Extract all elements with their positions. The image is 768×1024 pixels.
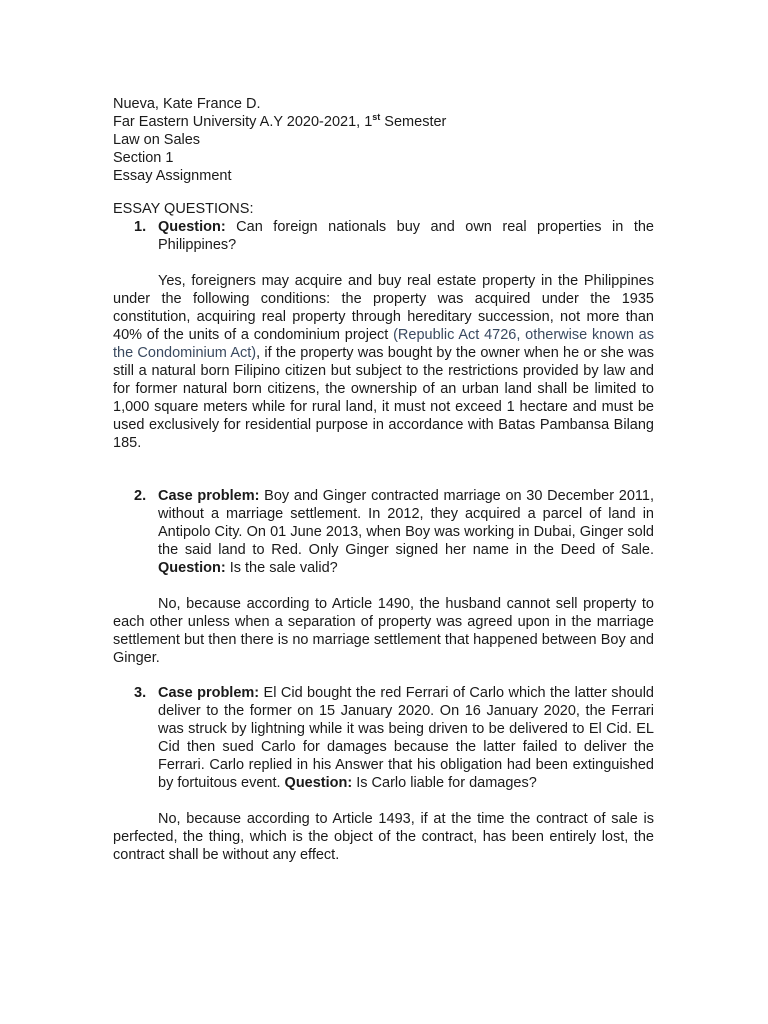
question-1 — [135, 218, 654, 254]
answer-3: No, because according to Article 1493, if at the time the contract of sale is perfected, the thing, which is the object of the contract, has been entirely lost, the contract shall be without any effect. — [113, 811, 654, 863]
question-3 — [135, 684, 654, 792]
question-number: 1. — [134, 219, 147, 235]
question-number: 3. — [134, 685, 147, 701]
question-text: Case problem: Boy and Ginger contracted marriage on 30 December 2011, without a marriage settlement. In 2012, they acquired a parcel of land in Antipolo City. On 01 June 2013, when Boy was working in Dubai, Ginger sold the said land to Red. Only Ginger signed her name in the Deed of Sale. Question: Is the sale valid? — [158, 488, 654, 576]
school-line: Far Eastern University A.Y 2020-2021, 1st Semester — [113, 112, 447, 130]
question-text: Question: Can foreign nationals buy and own real properties in the Philippines? — [158, 219, 654, 253]
question-text: Case problem: El Cid bought the red Ferrari of Carlo which the latter should deliver to the former on 15 January 2020. On 16 January 2020, the Ferrari was struck by lightning while it was being driven to be delivered to El Cid. EL Cid then sued Carlo for damages because the latter failed to deliver the Ferrari. Carlo replied in his Answer that his obligation had been extinguished by fortuitous event. Question: Is Carlo liable for damages? — [158, 685, 654, 791]
document-header — [113, 95, 673, 185]
course-name: Law on Sales — [113, 132, 201, 148]
assignment-type: Essay Assignment — [113, 168, 232, 184]
answer-2: No, because according to Article 1490, the husband cannot sell property to each other unless when a separation of property was agreed upon in the marriage settlement but then there is no marriage settlement that happened between Boy and Ginger. — [113, 596, 654, 666]
essay-questions-heading: ESSAY QUESTIONS: — [113, 201, 254, 217]
student-name: Nueva, Kate France D. — [113, 96, 261, 112]
question-2 — [135, 487, 654, 577]
section-name: Section 1 — [113, 150, 174, 166]
question-number: 2. — [134, 488, 147, 504]
answer-1: Yes, foreigners may acquire and buy real estate property in the Philippines under the following conditions: the property was acquired under the 1935 constitution, acquiring real property through hereditary succession, not more than 40% of the units of a condominium project (Republic Act 4726, otherwise known as the Condominium Act), if the property was bought by the owner when he or she was still a natural born Filipino citizen but subject to the restrictions provided by law and for former natural born citizens, the ownership of an urban land shall be limited to 1,000 square meters while for rural land, it must not exceed 1 hectare and must be used exclusively for residential purpose in accordance with Batas Pambansa Bilang 185. — [113, 273, 654, 451]
